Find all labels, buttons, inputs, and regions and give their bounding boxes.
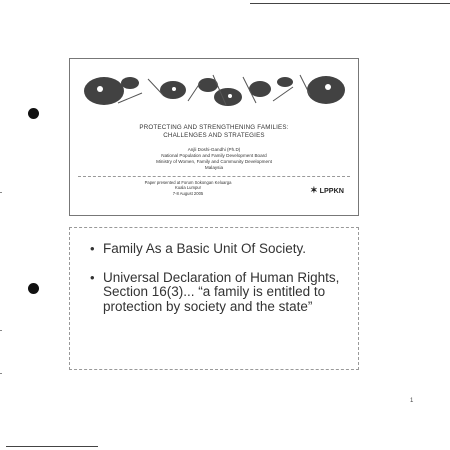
bullet-list bbox=[90, 242, 344, 328]
slide-title bbox=[69, 58, 359, 216]
slide-title-text bbox=[70, 124, 358, 139]
margin-tick bbox=[0, 373, 2, 374]
bullet-icon: • bbox=[90, 269, 95, 285]
page-number: 1 bbox=[410, 398, 414, 404]
bullet-item bbox=[90, 242, 344, 257]
star-logo-icon: ✶ bbox=[310, 185, 318, 195]
bullet-text: Family As a Basic Unit Of Society. bbox=[103, 241, 307, 256]
author-line: Anjli Doshi-Gandhi (Ph.D) bbox=[187, 147, 241, 152]
paper-line: Kuala Lumpur bbox=[174, 185, 202, 191]
slide-divider bbox=[78, 176, 350, 177]
top-rule bbox=[250, 3, 450, 4]
bottom-rule bbox=[6, 446, 98, 447]
paper-line: Paper presented at Forum Sokongan Keluarga bbox=[144, 180, 232, 185]
author-line: Ministry of Women, Family and Community Development bbox=[156, 159, 272, 164]
slide-content bbox=[69, 227, 359, 370]
flower-banner-image bbox=[78, 65, 350, 115]
margin-tick bbox=[0, 192, 2, 193]
paper-info bbox=[18, 180, 358, 196]
bullet-text: Universal Declaration of Human Rights, Section 16(3)... “a family is entitled to protection by society and the state” bbox=[103, 269, 340, 314]
title-line: PROTECTING AND STRENGTHENING FAMILIES: bbox=[139, 124, 289, 131]
hole-punch-dot bbox=[28, 108, 39, 119]
paper-line: 7-8 August 2005 bbox=[172, 190, 204, 196]
margin-tick bbox=[0, 330, 2, 331]
bullet-item bbox=[90, 271, 344, 315]
title-line: CHALLENGES AND STRATEGIES bbox=[163, 131, 265, 139]
bullet-icon: • bbox=[90, 241, 95, 256]
author-block bbox=[70, 147, 358, 171]
author-line: Malaysia bbox=[204, 165, 224, 170]
hole-punch-dot bbox=[28, 283, 39, 294]
author-line: National Population and Family Development Board bbox=[161, 153, 267, 158]
logo-text: LPPKN bbox=[319, 186, 344, 195]
lppkn-logo bbox=[310, 186, 344, 195]
